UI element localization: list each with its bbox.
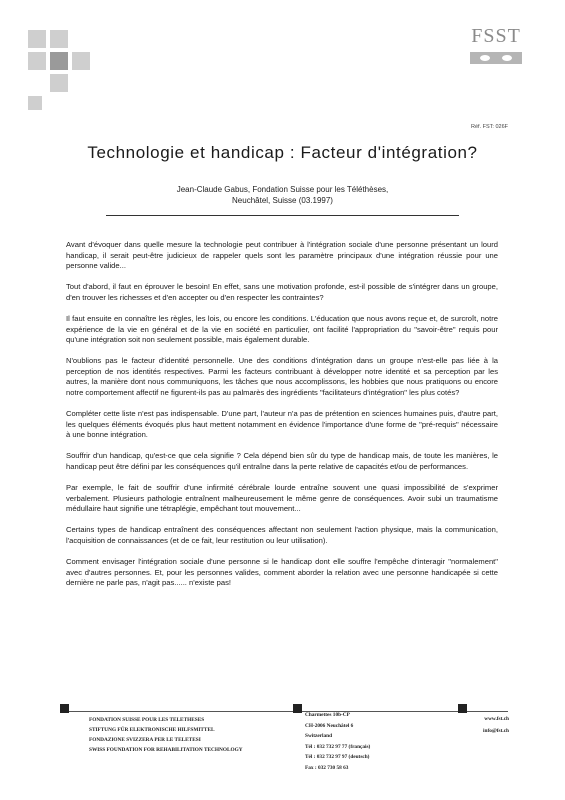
decor-square [28, 30, 46, 48]
org-line: FONDAZIONE SVIZZERA PER LE TELETESI [89, 737, 201, 743]
footer-contact [469, 713, 509, 737]
footer-rule [66, 711, 508, 712]
decor-square [50, 52, 68, 70]
footer-square [60, 704, 69, 713]
logo-text: FSST [471, 25, 521, 47]
address-line: Tél : 032 732 97 77 (français) [305, 743, 371, 750]
org-line: FONDATION SUISSE POUR LES TELETHESES [89, 717, 205, 723]
address-line: CH-2006 Neuchâtel 6 [305, 722, 354, 729]
paragraph: N'oublions pas le facteur d'identité personnelle. Une des conditions d'intégration dans un groupe n'est-elle pas liée à la perception de nos identités respectives. Parmi les facteurs contribuant à développer notre identité et sa perception par les autres, la manière dont nous communiquons, les tâches que nous accomplissons, les hobbies que nous pratiquons ou encore notre comportement affectif ne figurent-ils pas au palmarès des ingrédients "facilitateurs d'intégration" les plus cotés? [66, 356, 498, 398]
author-block [0, 184, 565, 206]
footer-square [293, 704, 302, 713]
paragraph: Il faut ensuite en connaître les règles, les lois, ou encore les conditions. L'éducation que nous avons reçue et, de surcroît, notre expérience de la vie en général et de la vie en société en particulier, ont facilité l'appropriation du "savoir-être" requis pour qu'une intégration soit non seulement possible, mais également durable. [66, 313, 498, 345]
fst-logo [470, 26, 522, 72]
footer-address [305, 710, 370, 773]
paragraph: Tout d'abord, il faut en éprouver le besoin! En effet, sans une motivation profonde, est-il possible de s'intégrer dans un groupe, d'en trouver les richesses et d'en accepter ou d'en respecter les contraintes? [66, 282, 498, 302]
decor-square [50, 74, 68, 92]
document-title: Technologie et handicap : Facteur d'intégration? [87, 143, 478, 162]
logo-mark [470, 52, 522, 64]
paragraph: Souffrir d'un handicap, qu'est-ce que cela signifie ? Cela dépend bien sûr du type de handicap mais, de toute les manières, le handicap peut être défini par les conséquences qu'il entraîne dans la perte relative de capacités et/ou de performances. [66, 451, 498, 471]
paragraph: Avant d'évoquer dans quelle mesure la technologie peut contribuer à l'intégration sociale d'une personne présentant un lourd handicap, il serait peut-être judicieux de rappeler quels sont les paramètre principaux d'une intégration réussie pour une personne valide... [66, 240, 498, 271]
paragraph: Compléter cette liste n'est pas indispensable. D'une part, l'auteur n'a pas de prétention en sciences humaines puis, d'autre part, les quelques éléments évoqués plus haut mettent notamment en évidence l'importance d'une forme de "pré-requis" nécessaire à une bonne intégration. [66, 409, 498, 440]
author-line-1: Jean-Claude Gabus, Fondation Suisse pour les Téléthèses, [176, 185, 389, 194]
address-line: Fax : 032 730 58 63 [305, 764, 349, 771]
org-line: STIFTUNG FÜR ELEKTRONISCHE HILFSMITTEL [89, 727, 215, 733]
decor-square [72, 52, 90, 70]
footer-square [458, 704, 467, 713]
decor-square [28, 96, 42, 110]
paragraph: Par exemple, le fait de souffrir d'une infirmité cérébrale lourde entraîne souvent une quasi impossibilité de s'exprimer verbalement. Plusieurs pathologie entraînent malheureusement le même genre de conséquences. Avoir subi un traumatisme médullaire haut signifie une tétraplégie, empêchant tout mouvement... [66, 483, 498, 514]
address-line: Charmettes 10b-CP [305, 712, 350, 718]
org-line: SWISS FOUNDATION FOR REHABILITATION TECHNOLOGY [89, 747, 243, 753]
decor-square [28, 52, 46, 70]
paragraph: Certains types de handicap entraînent des conséquences affectant non seulement l'action physique, mais la communication, l'acquisition de connaissances (et de ce fait, leur restitution ou leur utilisation). [66, 525, 498, 545]
paragraph: Comment envisager l'intégration sociale d'une personne si le handicap dont elle souffre l'empêche d'interagir "normalement" avec d'autres personnes. Et, pour les personnes valides, comment aborder la relation avec une personne handicapée si cette dernière ne parle pas, n'agit pas...... n'existe pas! [66, 557, 498, 588]
reference-number: Réf. FST: 026F [471, 124, 508, 130]
address-line: Tél : 032 732 97 97 (deutsch) [305, 754, 370, 760]
title-rule [106, 215, 459, 216]
website-link[interactable]: www.fst.ch [484, 716, 509, 722]
footer-organization [89, 715, 243, 755]
address-line: Switzerland [305, 733, 333, 739]
body-text [66, 240, 498, 599]
author-line-2: Neuchâtel, Suisse (03.1997) [232, 196, 333, 205]
email-link[interactable]: info@fst.ch [483, 728, 509, 734]
decor-square [50, 30, 68, 48]
